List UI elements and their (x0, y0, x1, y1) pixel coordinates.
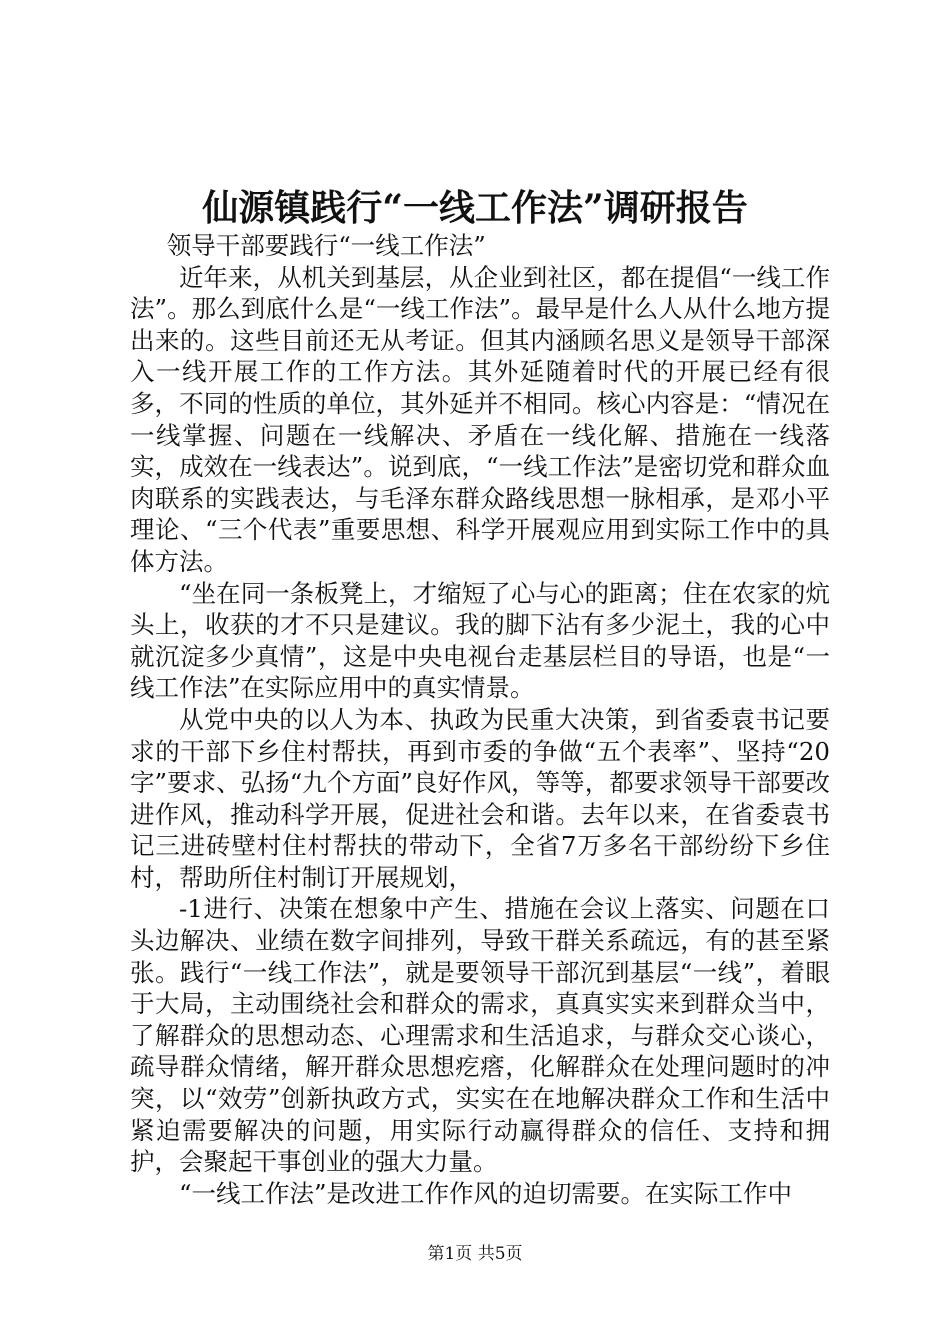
page-title: 仙源镇践行“一线工作法”调研报告 (202, 187, 748, 229)
paragraph-5: “一线工作法”是改进工作作风的迫切需要。在实际工作中 (179, 1178, 793, 1208)
document-body (130, 230, 830, 1209)
paragraph-2: “坐在同一条板凳上，才缩短了心与心的距离；住在农家的炕头上，收获的才不只是建议。我的脚下沾有多少泥土，我的心中就沉淀多少真情”，这是中央电视台走基层栏目的导语，也是“一线工作法”在实际应用中的真实情景。 (130, 578, 830, 703)
paragraph-3: 从党中央的以人为本、执政为民重大决策，到省委袁书记要求的干部下乡住村帮扶，再到市委的争做“五个表率”、坚持“20字”要求、弘扬“九个方面”良好作风，等等，都要求领导干部要改进作风，推动科学开展，促进社会和谐。去年以来，在省委袁书记三进砖壁村住村帮扶的带动下，全省7万多名干部纷纷下乡住村，帮助所住村制订开展规划， (130, 704, 830, 892)
paragraph-4: -1进行、决策在想象中产生、措施在会议上落实、问题在口头边解决、业绩在数字间排列，导致干群关系疏远，有的甚至紧张。践行“一线工作法”，就是要领导干部沉到基层“一线”，着眼于大局，主动围绕社会和群众的需求，真真实实来到群众当中，了解群众的思想动态、心理需求和生活追求，与群众交心谈心，疏导群众情绪，解开群众思想疙瘩，化解群众在处理问题时的冲突，以“效劳”创新执政方式，实实在在地解决群众工作和生活中紧迫需要解决的问题，用实际行动赢得群众的信任、支持和拥护，会聚起干事创业的强大力量。 (130, 894, 830, 1177)
page-number: 第1页 共5页 (427, 1244, 523, 1264)
subtitle: 领导干部要践行“一线工作法” (166, 231, 486, 260)
page-footer (0, 1242, 950, 1266)
paragraph-1: 近年来，从机关到基层，从企业到社区，都在提倡“一线工作法”。那么到底什么是“一线工作法”。最早是什么人从什么地方提出来的。这些目前还无从考证。但其内涵顾名思义是领导干部深入一线开展工作的工作方法。其外延随着时代的开展已经有很多，不同的性质的单位，其外延并不相同。核心内容是：“情况在一线掌握、问题在一线解决、矛盾在一线化解、措施在一线落实，成效在一线表达”。说到底，“一线工作法”是密切党和群众血肉联系的实践表达，与毛泽东群众路线思想一脉相承，是邓小平理论、“三个代表”重要思想、科学开展观应用到实际工作中的具体方法。 (130, 262, 830, 576)
